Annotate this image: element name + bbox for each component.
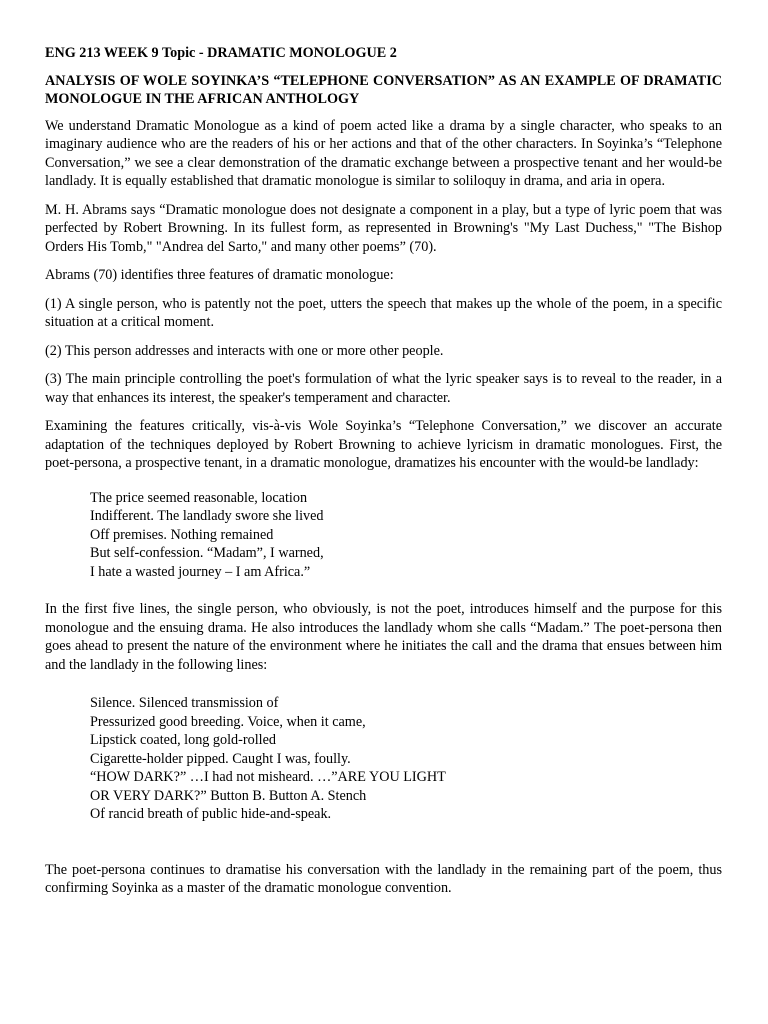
course-heading: ENG 213 WEEK 9 Topic - DRAMATIC MONOLOGUE 2 (45, 45, 397, 61)
poem-line: “HOW DARK?” …I had not misheard. …”ARE YOU LIGHT (90, 769, 446, 785)
poem-line: Indifferent. The landlady swore she lived (90, 508, 324, 524)
poem-line: The price seemed reasonable, location (90, 489, 308, 506)
poem-excerpt-one (90, 489, 722, 582)
poem-line: Silence. Silenced transmission of (90, 695, 279, 711)
paragraph-features-intro: Abrams (70) identifies three features of dramatic monologue: (45, 267, 394, 283)
paragraph-abrams-quote: M. H. Abrams says “Dramatic monologue does not designate a component in a play, but a type of lyric poem that was perfected by Robert Browning. In its fullest form, as represented in Browning's "My Last Duchess," "The Bishop Orders His Tomb," "Andrea del Sarto," and many other poems” (70). (45, 201, 722, 255)
poem-line: Pressurized good breeding. Voice, when it came, (90, 713, 366, 730)
paragraph-feature-two: (2) This person addresses and interacts with one or more other people. (45, 342, 444, 359)
poem-line: Cigarette-holder pipped. Caught I was, foully. (90, 750, 351, 767)
poem-excerpt-two (90, 694, 722, 824)
paragraph-first-five-lines: In the first five lines, the single person, who obviously, is not the poet, introduces himself and the purpose for this monologue and the ensuing drama. He also introduces the landlady whom she calls “Madam.” The poet-persona then goes ahead to present the nature of the environment where he initiates the call and the drama that ensues between him and the landlady in the following lines: (45, 601, 722, 673)
poem-line: Of rancid breath of public hide-and-speak. (90, 806, 332, 822)
paragraph-intro: We understand Dramatic Monologue as a kind of poem acted like a drama by a single character, who speaks to an imaginary audience who are the readers of his or her actions and that of the other characters. In Soyinka’s “Telephone Conversation,” we see a clear demonstration of the dramatic exchange between a prospective tenant and her would-be landlady. It is equally established that dramatic monologue is similar to soliloquy in drama, and aria in opera. (45, 117, 722, 189)
paragraph-feature-one: (1) A single person, who is patently not the poet, utters the speech that makes up the whole of the poem, in a specific situation at a critical moment. (45, 295, 722, 330)
paragraph-examining: Examining the features critically, vis-à-vis Wole Soyinka’s “Telephone Conversation,” we discover an accurate adaptation of the techniques deployed by Robert Browning to achieve lyricism in dramatic monologues. First, the poet-persona, a prospective tenant, in a dramatic monologue, dramatizes his encounter with the would-be landlady: (45, 418, 722, 471)
poem-line: But self-confession. “Madam”, I warned, (90, 545, 324, 561)
paragraph-conclusion: The poet-persona continues to dramatise his conversation with the landlady in the remaining part of the poem, thus confirming Soyinka as a master of the dramatic monologue convention. (45, 861, 722, 896)
poem-line: OR VERY DARK?” Button B. Button A. Stench (90, 787, 367, 804)
poem-line: Off premises. Nothing remained (90, 526, 274, 543)
document-page (45, 44, 722, 908)
poem-line: Lipstick coated, long gold-rolled (90, 732, 276, 748)
paragraph-feature-three: (3) The main principle controlling the poet's formulation of what the lyric speaker says is to reveal to the reader, in a way that enhances its interest, the speaker's temperament and character. (45, 371, 722, 406)
poem-line: I hate a wasted journey – I am Africa.” (90, 563, 311, 580)
analysis-heading: ANALYSIS OF WOLE SOYINKA’S “TELEPHONE CONVERSATION” AS AN EXAMPLE OF DRAMATIC MONOLOGUE IN THE AFRICAN ANTHOLOGY (45, 72, 722, 107)
